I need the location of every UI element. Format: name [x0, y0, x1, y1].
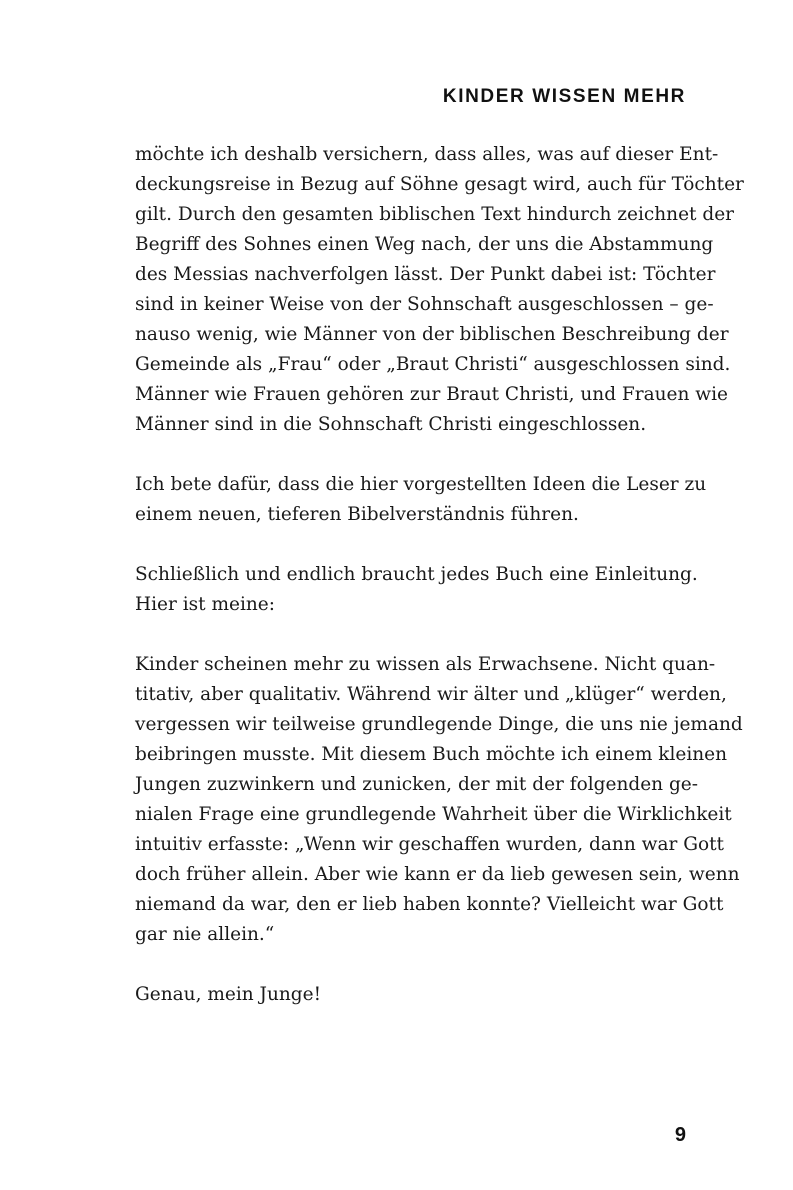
text-line: doch früher allein. Aber wie kann er da lieb gewesen sein, wenn [135, 864, 740, 885]
text-line: Genau, mein Junge! [135, 984, 322, 1005]
paragraph [135, 140, 744, 440]
text-line: Schließlich und endlich braucht jedes Buch eine Einleitung. [135, 564, 698, 585]
text-line: Gemeinde als „Frau“ oder „Braut Christi“ ausgeschlossen sind. [135, 354, 731, 375]
text-line: möchte ich deshalb versichern, dass alles, was auf dieser Ent- [135, 144, 719, 165]
paragraph [135, 650, 743, 950]
text-line: einem neuen, tieferen Bibelverständnis führen. [135, 504, 579, 525]
text-line: Männer sind in die Sohnschaft Christi eingeschlossen. [135, 414, 647, 435]
text-line: Jungen zuzwinkern und zunicken, der mit der folgenden ge- [135, 774, 698, 795]
text-line: Männer wie Frauen gehören zur Braut Christi, und Frauen wie [135, 384, 728, 405]
text-line: vergessen wir teilweise grundlegende Dinge, die uns nie jemand [135, 714, 743, 735]
paragraph [135, 560, 698, 620]
text-line: intuitiv erfasste: „Wenn wir geschaffen wurden, dann war Gott [135, 834, 724, 855]
paragraph [135, 980, 687, 1010]
page-body-text [135, 140, 744, 1040]
text-line: deckungsreise in Bezug auf Söhne gesagt wird, auch für Töchter [135, 174, 744, 195]
text-line: gar nie allein.“ [135, 924, 275, 945]
text-line: nialen Frage eine grundlegende Wahrheit über die Wirklichkeit [135, 804, 732, 825]
text-line: des Messias nachverfolgen lässt. Der Punkt dabei ist: Töchter [135, 264, 716, 285]
running-header-title: KINDER WISSEN MEHR [442, 86, 686, 107]
text-line: beibringen musste. Mit diesem Buch möchte ich einem kleinen [135, 744, 728, 765]
text-line: Hier ist meine: [135, 594, 275, 615]
text-line: gilt. Durch den gesamten biblischen Text hindurch zeichnet der [135, 204, 734, 225]
text-line: sind in keiner Weise von der Sohnschaft ausgeschlossen – ge- [135, 294, 714, 315]
text-line: Begriff des Sohnes einen Weg nach, der uns die Abstammung [135, 234, 714, 255]
paragraph [135, 470, 707, 530]
page-number: 9 [674, 1124, 686, 1146]
text-line: niemand da war, den er lieb haben konnte? Vielleicht war Gott [135, 894, 724, 915]
text-line: Ich bete dafür, dass die hier vorgestellten Ideen die Leser zu [135, 474, 707, 495]
text-line: Kinder scheinen mehr zu wissen als Erwachsene. Nicht quan- [135, 654, 716, 675]
text-line: titativ, aber qualitativ. Während wir älter und „klüger“ werden, [135, 684, 727, 705]
text-line: nauso wenig, wie Männer von der biblischen Beschreibung der [135, 324, 729, 345]
